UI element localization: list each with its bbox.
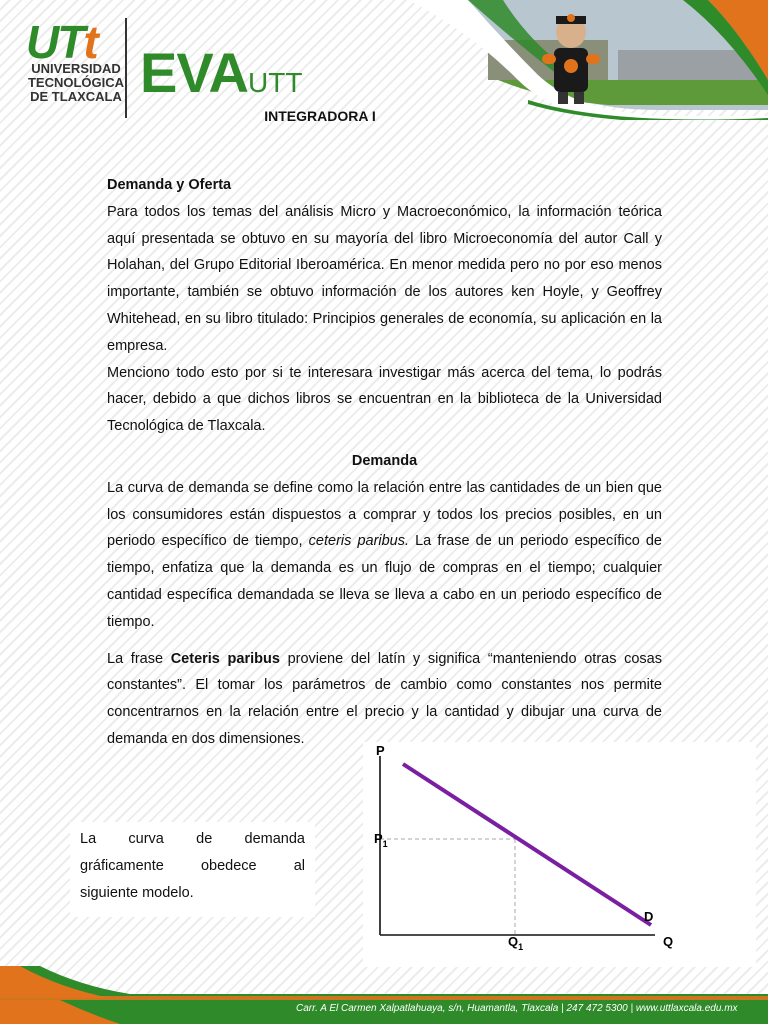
logo-line-tlaxcala: DE TLAXCALA	[30, 89, 122, 104]
demand-curve-svg	[363, 742, 756, 967]
p1-label: $P_1$	[374, 831, 388, 849]
utt-logo-mark: UTt	[26, 16, 97, 68]
eva-utt-logo	[140, 40, 302, 105]
logo-divider	[125, 18, 127, 118]
demand-curve-line	[403, 764, 654, 925]
ceteris-paribus-italic: ceteris paribus.	[308, 533, 410, 550]
page-footer-band	[0, 966, 768, 1024]
demand-curve-label: D	[644, 909, 654, 924]
section-heading-demanda-oferta: Demanda y Oferta	[107, 177, 232, 193]
document-title: INTEGRADORA I	[264, 108, 376, 124]
eva-wordmark: EVA	[140, 41, 248, 104]
ceteris-paribus-bold: Ceteris paribus	[170, 650, 280, 667]
paragraph-demand-definition: La curva de demanda se define como la relación entre las cantidades de un bien que los consumidores están dispuestos a comprar y todos los precios posibles, en un periodo específico de tiempo, ceteris paribus. La frase de un periodo específico de tiempo, enfatiza que la demanda es un flujo de compras en el tiempo; cualquier cantidad específica demandada se lleva se lleva a cabo en un periodo específico de tiempo.	[107, 479, 662, 630]
paragraph-sources: Para todos los temas del análisis Micro y Macroeconómico, la información teórica aquí presentada se obtuvo en su mayoría del libro Microeconomía del autor Call y Holahan, del Grupo Editorial Iberoamérica. En menor medida pero no por eso menos importante, también se obtuvo información de los autores ken Hoyle, y Geoffrey Whitehead, en su libro titulado: Principios generales de economía, su aplicación en la empresa.	[107, 203, 662, 354]
paragraph-library: Menciono todo esto por si te interesara investigar más acerca del tema, lo podrás hacer, debido a que dichos libros se encuentran en la biblioteca de la Universidad Tecnológica de Tlaxcala.	[107, 364, 662, 435]
footer-address: Carr. A El Carmen Xalpatlahuaya, s/n, Huamantla, Tlaxcala | 247 472 5300 | www.uttlaxcala.edu.mx	[296, 1003, 738, 1014]
y-axis-label: P	[376, 743, 385, 758]
document-body	[107, 172, 662, 753]
paragraph-ceteris-paribus: La frase Ceteris paribus proviene del latín y significa “manteniendo otras cosas constantes”. El tomar los parámetros de cambio como constantes nos permite concentrarnos en la relación entre el precio y la cantidad y dibujar una curva de demanda en dos dimensiones.	[107, 650, 663, 747]
utt-wordmark: UTT	[248, 67, 303, 98]
graph-caption-box	[70, 822, 315, 917]
section-heading-demanda: Demanda	[351, 452, 418, 469]
page-header	[0, 0, 768, 140]
mascot-image	[540, 10, 602, 106]
x-axis-label: Q	[663, 934, 674, 949]
graph-caption-last-line: siguiente modelo.	[80, 885, 194, 901]
logo-line-tecnologica: TECNOLÓGICA	[27, 75, 125, 90]
graph-caption-text: La curva de demanda gráficamente obedece al	[80, 831, 305, 874]
university-logo	[26, 16, 126, 104]
q1-label: $Q_1$	[508, 934, 524, 952]
demand-curve-graph	[363, 742, 756, 967]
logo-line-universidad: UNIVERSIDAD	[31, 61, 121, 76]
